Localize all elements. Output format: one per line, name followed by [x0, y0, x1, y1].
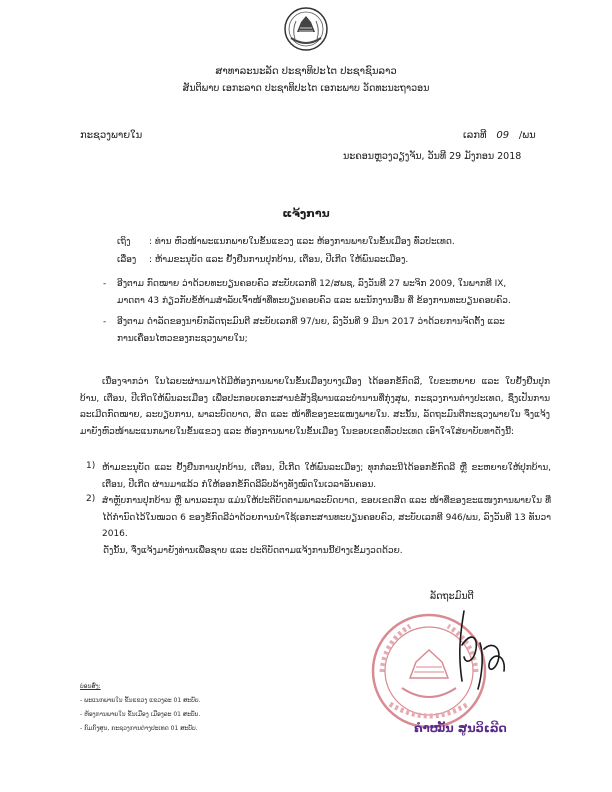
- reference-2: - ອີງຕາມ ດຳລັດຂອງນາຍົກລັດຖະມົນຕີ ສະບັບເລກທີ 97/ນຍ, ລົງວັນທີ 9 ມີນາ 2017 ວ່າດ້ວຍການຈັດຕັ້ງ ແລະ ການເຄື່ອນໄຫວຂອງກະຊວງພາຍໃນ;: [103, 316, 563, 346]
- item-1-number: 1): [86, 461, 96, 471]
- to-label: ເຖິງ: [117, 237, 131, 247]
- distribution-item-1: - ພະແນກພາຍໃນ ຂັ້ນແຂວງ ແຂວງລະ 01 ສະບັບ.: [80, 697, 201, 704]
- item-2-text: ສຳຫຼັບການປຸກບ້ານ ຫຼື ພານລະກຸນ ແມ່ນໃຫ້ປະຕິບັດຕາມພາລະບົດບາດ, ຂອບເຂດສິດ ແລະ ໜ້າທີ່ຂອງຂະແໜງການພາຍໃນ ທີ່ໄດ້ກຳນົດໄວ້ໃນໝວດ 6 ຂອງຂໍ້ກົດລີວ່າດ້ວຍການນຳໃຊ້ເອກະສານທະບຽນຄອບຄົວ, ສະບັບເລກທີ 946/ພນ, ລົງວັນທີ 13 ທັນວາ 2016.: [102, 496, 551, 539]
- closing-line: ດັ່ງນັ້ນ, ຈຶ່ງແຈ້ງມາຍັງທ່ານເພື່ອຊາບ ແລະ ປະຕິບັດຕາມແຈ້ງການນີ້ຢ່າງເຂັ້ມງວດດ້ວຍ.: [103, 546, 403, 556]
- addressee-to: [117, 236, 455, 249]
- document-title: ແຈ້ງການ: [282, 207, 330, 220]
- reference-2-line-1: ອີງຕາມ ດຳລັດຂອງນາຍົກລັດຖະມົນຕີ ສະບັບເລກທີ 97/ນຍ, ລົງວັນທີ 9 ມີນາ 2017 ວ່າດ້ວຍການຈັດຕັ້ງ ແລະ: [117, 317, 505, 327]
- addressee-subject: [117, 254, 408, 267]
- reference-number: [463, 129, 536, 142]
- distribution-item-3: - ກົມກົງສຸນ, ກະຊວງການຕ່າງປະເທດ 01 ສະບັບ.: [80, 725, 198, 732]
- state-emblem-icon: [283, 6, 329, 52]
- reference-2-line-2: ການເຄື່ອນໄຫວຂອງກະຊວງພາຍໃນ;: [117, 334, 248, 344]
- subject-text: : ຫ້າມຂະນຸບັດ ແລະ ຢັ້ງຢືນການປຸກບ້ານ, ເຕືອນ, ປີເກີດ ໃຫ້ພົນລະເມືອງ.: [149, 255, 409, 265]
- header-line-1: ສາທາລະນະລັດ ປະຊາທິປະໄຕ ປະຊາຊົນລາວ: [215, 66, 397, 77]
- reference-1: - ອີງຕາມ ກົດໝາຍ ວ່າດ້ວຍທະບຽນຄອບຄົວ ສະບັບເລກທີ 12/ສພຊ, ລົງວັນທີ 27 ພະຈິກ 2009, ໃນພາກທີ IX, ມາດຕາ 43 ກ່ຽວກັບຂໍ້ຫ້າມສຳລັບເຈົ້າໜ້າທີ່ທະບຽນຄອບຄົວ ແລະ ພະນັກງານອື່ນ ທີ່ ຂ້ອງການທະບຽນຄອບຄົວ.: [103, 278, 563, 308]
- body-paragraph: ເນື່ອງຈາກວ່າ ໃນໄລຍະຜ່ານມາໄດ້ມີຫ້ອງການພາຍໃນຂັ້ນເມືອງບາງເມືອງ ໄດ້ອອກຂໍ້ກົດລີ, ໃບຂະຫຍາຍ ແລະ ໃບຢັ້ງຢືນປຸກບ້ານ, ເຕືອນ, ປີເກີດໃຫ້ພົນລະເມືອງ ເພື່ອປະກອບເອກະສານຂໍສັງຊີພານແລະບໍານານທີ່ກຸ່ງສຸພ, ກະຊວງການຕ່າງປະເທດ, ຊຶ່ງເປັນການລະເມີດກົດໝາຍ, ລະບຽບການ, ພາລະບົດບາດ, ສິດ ແລະ ໜ້າທີ່ຂອງຂະແໜງພາຍໃນ. ສະນັ້ນ, ລັດຖະມົນຕີກະຊວງພາຍໃນ ຈຶ່ງແຈ້ງມາຍັງຫົວໜ້າພະແນກພາຍໃນຂັ້ນແຂວງ ແລະ ຫ້ອງການພາຍໃນຂັ້ນເມືອງ ໃນຂອບເຂດທົ່ວປະເທດ ເອົາໃຈໃສ່ຍາບັບທາດັ່ງນີ້:: [80, 377, 550, 437]
- reference-number-suffix: /ພນ: [518, 130, 536, 141]
- reference-1-line-1: ອີງຕາມ ກົດໝາຍ ວ່າດ້ວຍທະບຽນຄອບຄົວ ສະບັບເລກທີ 12/ສພຊ, ລົງວັນທີ 27 ພະຈິກ 2009, ໃນພາກທີ IX,: [117, 279, 507, 289]
- item-1-text: ຫ້າມຂະນຸບັດ ແລະ ຢັ້ງຢືນການປຸກບ້ານ, ເຕືອນ, ປີເກີດ ໃຫ້ພົນລະເມືອງ; ທຸກກໍລະນີໄດ້ອອກຂໍ້ກົດລີ ຫຼື ຂະຫຍາຍໃຫ້ປຸກບ້ານ, ເຕືອນ, ປີເກີດ ຜ່ານມາແລ້ວ ກໍໃຫ້ອອກຂໍ້ກົດລີລົບລ້າງທັງໝົດໃນເວລາອັນຄອນ.: [102, 463, 551, 490]
- item-1: [86, 460, 551, 493]
- reference-1-line-2: ມາດຕາ 43 ກ່ຽວກັບຂໍ້ຫ້າມສຳລັບເຈົ້າໜ້າທີ່ທະບຽນຄອບຄົວ ແລະ ພະນັກງານອື່ນ ທີ່ ຂ້ອງການທະບຽນຄອບຄົວ.: [117, 296, 511, 306]
- place-date: ນະຄອນຫຼວງວຽງຈັນ, ວັນທີ 29 ມັງກອນ 2018: [343, 151, 522, 162]
- item-2: [86, 493, 551, 543]
- signatory-name: ຄຳໝັ້ນ ສູນວິເລີດ: [414, 721, 507, 735]
- handwritten-signature-icon: [440, 605, 520, 695]
- to-text: : ທ່ານ ຫົວໜ້າພະແນກພາຍໃນຂັ້ນແຂວງ ແລະ ຫ້ອງການພາຍໃນຂັ້ນເມືອງ ທົ່ວປະເທດ.: [149, 237, 455, 247]
- signature-title: ລັດຖະມົນຕີ: [430, 591, 474, 602]
- distribution-item-2: - ຫ້ອງການພາຍໃນ ຂັ້ນເມືອງ ເມືອງລະ 01 ສະບັບ.: [80, 711, 201, 718]
- reference-number-label: ເລກທີ: [463, 130, 487, 141]
- header-line-2: ສັນຕິພາບ ເອກະລາດ ປະຊາທິປະໄຕ ເອກະພາບ ວັດທະນະຖາວອນ: [182, 83, 430, 94]
- subject-label: ເລື່ອງ: [117, 255, 137, 265]
- distribution-label: ບ່ອນສົ່ງ:: [80, 683, 101, 690]
- ministry-name: ກະຊວງພາຍໃນ: [80, 130, 143, 141]
- item-2-number: 2): [86, 494, 96, 504]
- reference-number-value: 09: [496, 130, 510, 141]
